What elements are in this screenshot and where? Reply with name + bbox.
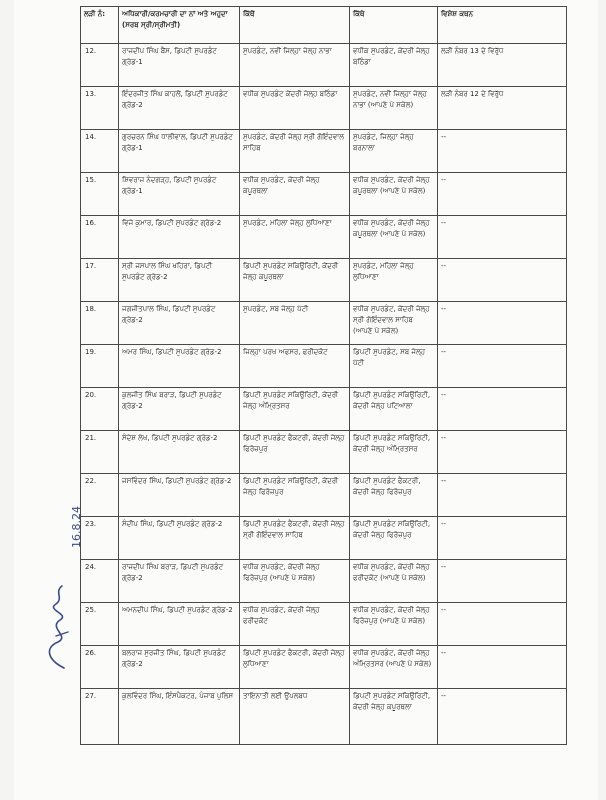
cell-remarks: --: [438, 388, 567, 431]
table-row: [81, 646, 567, 689]
cell-from: ਡਿਪਟੀ ਸੁਪਰਡੰਟ ਸਕਿਉਰਿਟੀ, ਕੇਂਦਰੀ ਜੇਲ੍ਹ ਫਿਰੋਜ਼ਪੁਰ: [240, 474, 350, 517]
table-row: [81, 87, 567, 130]
cell-serial: 13.: [81, 87, 119, 130]
cell-name: ਵਿਜੇ ਕੁਮਾਰ, ਡਿਪਟੀ ਸੁਪਰਡੰਟ ਗ੍ਰੇਡ-2: [119, 216, 240, 259]
table-row: [81, 689, 567, 745]
header-name: ਅਧਿਕਾਰੀ/ਕਰਮਚਾਰੀ ਦਾ ਨਾਂ ਅਤੇ ਅਹੁਦਾ (ਸਰਬ ਸ੍ਰੀ/ਸ੍ਰੀਮਤੀ): [119, 7, 240, 44]
cell-from: ਵਧੀਕ ਸੁਪਰਡੰਟ, ਕੇਂਦਰੀ ਜੇਲ੍ਹ ਫਰੀਦਕੋਟ: [240, 603, 350, 646]
cell-from: ਸੁਪਰਡੰਟ, ਕੇਂਦਰੀ ਜੇਲ੍ਹ ਸ੍ਰੀ ਗੋਇੰਦਵਾਲ ਸਾਹਿਬ: [240, 130, 350, 173]
document-page: [14, 0, 598, 800]
cell-remarks: --: [438, 646, 567, 689]
cell-serial: 16.: [81, 216, 119, 259]
header-remarks: ਵਿਸ਼ੇਸ਼ ਕਥਨ: [438, 7, 567, 44]
table-row: [81, 388, 567, 431]
cell-name: ਰਾਜਦੀਪ ਸਿੰਘ ਬਰਾੜ, ਡਿਪਟੀ ਸੁਪਰਡੰਟ ਗ੍ਰੇਡ-2: [119, 560, 240, 603]
cell-name: ਸ੍ਰੀ ਜਸਪਾਲ ਸਿੰਘ ਖਹਿਰਾ, ਡਿਪਟੀ ਸੁਪਰਡੰਟ ਗ੍ਰੇਡ-2: [119, 259, 240, 302]
cell-serial: 15.: [81, 173, 119, 216]
cell-to: ਡਿਪਟੀ ਸੁਪਰਡੰਟ ਸਕਿਉਰਿਟੀ, ਕੇਂਦਰੀ ਜੇਲ੍ਹ ਪਟਿਆਲਾ: [350, 388, 438, 431]
header-serial: ਲੜੀ ਨੰ:: [81, 7, 119, 44]
cell-name: ਜਸਵਿੰਦਰ ਸਿੰਘ, ਡਿਪਟੀ ਸੁਪਰਡੰਟ ਗ੍ਰੇਡ-2: [119, 474, 240, 517]
cell-from: ਵਧੀਕ ਸੁਪਰਡੰਟ ਕੇਂਦਰੀ ਜੇਲ੍ਹ ਬਠਿੰਡਾ: [240, 87, 350, 130]
cell-serial: 23.: [81, 517, 119, 560]
cell-name: ਗੁਰਚਰਨ ਸਿੰਘ ਧਾਲੀਵਾਲ, ਡਿਪਟੀ ਸੁਪਰਡੰਟ ਗ੍ਰੇਡ-1: [119, 130, 240, 173]
cell-from: ਡਿਪਟੀ ਸੁਪਰਡੰਟ ਫੈਕਟਰੀ, ਕੇਂਦਰੀ ਜੇਲ੍ਹ ਫਿਰੋਜ਼ਪੁਰ: [240, 431, 350, 474]
cell-serial: 27.: [81, 689, 119, 745]
table-row: [81, 517, 567, 560]
cell-name: ਸੰਦੇਸ਼ ਲੇਖ, ਡਿਪਟੀ ਸੁਪਰਡੰਟ ਗ੍ਰੇਡ-2: [119, 431, 240, 474]
cell-to: ਡਿਪਟੀ ਸੁਪਰਡੰਟ ਸਕਿਉਰਿਟੀ, ਕੇਂਦਰੀ ਜੇਲ੍ਹ ਅੰਮ੍ਰਿਤਸਰ: [350, 431, 438, 474]
cell-serial: 12.: [81, 44, 119, 87]
cell-from: ਵਧੀਕ ਸੁਪਰਡੰਟ, ਕੇਂਦਰੀ ਜੇਲ੍ਹ ਕਪੂਰਥਲਾ: [240, 173, 350, 216]
cell-to: ਵਧੀਕ ਸੁਪਰਡੰਟ, ਕੇਂਦਰੀ ਜੇਲ੍ਹ ਬਠਿੰਡਾ: [350, 44, 438, 87]
cell-to: ਵਧੀਕ ਸੁਪਰਡੰਟ, ਕੇਂਦਰੀ ਜੇਲ੍ਹ ਕਪੂਰਥਲਾ (ਆਪਣੇ ਪੇ ਸਕੇਲ): [350, 216, 438, 259]
cell-remarks: ਲੜੀ ਨੰਬਰ 13 ਦੇ ਵਿਰੁੱਧ: [438, 44, 567, 87]
cell-to: ਵਧੀਕ ਸੁਪਰਡੰਟ, ਕੇਂਦਰੀ ਜੇਲ੍ਹ ਸ੍ਰੀ ਗੋਇੰਦਵਾਲ ਸਾਹਿਬ (ਆਪਣੇ ਪੇ ਸਕੇਲ): [350, 302, 438, 345]
cell-remarks: --: [438, 689, 567, 745]
cell-serial: 25.: [81, 603, 119, 646]
cell-to: ਵਧੀਕ ਸੁਪਰਡੰਟ, ਕੇਂਦਰੀ ਜੇਲ੍ਹ ਕਪੂਰਥਲਾ (ਆਪਣੇ ਪੇ ਸਕੇਲ): [350, 173, 438, 216]
table-row: [81, 431, 567, 474]
cell-name: ਸ਼ਿਵਰਾਜ ਨੰਦਗੜ੍ਹ, ਡਿਪਟੀ ਸੁਪਰਡੰਟ ਗ੍ਰੇਡ-1: [119, 173, 240, 216]
cell-serial: 19.: [81, 345, 119, 388]
cell-name: ਇੰਦਰਜੀਤ ਸਿੰਘ ਕਾਹਲੋਂ, ਡਿਪਟੀ ਸੁਪਰਡੰਟ ਗ੍ਰੇਡ-2: [119, 87, 240, 130]
cell-name: ਕੁਲਜੀਤ ਸਿੰਘ ਬਰਾੜ, ਡਿਪਟੀ ਸੁਪਰਡੰਟ ਗ੍ਰੇਡ-2: [119, 388, 240, 431]
cell-serial: 26.: [81, 646, 119, 689]
cell-name: ਕੁਲਵਿੰਦਰ ਸਿੰਘ, ਇੰਸਪੈਕਟਰ, ਪੰਜਾਬ ਪੁਲਿਸ: [119, 689, 240, 745]
table-row: [81, 302, 567, 345]
cell-remarks: --: [438, 259, 567, 302]
cell-serial: 21.: [81, 431, 119, 474]
cell-remarks: --: [438, 130, 567, 173]
signature-date: 16.8.24: [70, 506, 83, 548]
cell-name: ਅਮਨਦੀਪ ਸਿੰਘ, ਡਿਪਟੀ ਸੁਪਰਡੰਟ ਗ੍ਰੇਡ-2: [119, 603, 240, 646]
table-header-row: [81, 7, 567, 44]
cell-serial: 14.: [81, 130, 119, 173]
cell-to: ਡਿਪਟੀ ਸੁਪਰਡੰਟ, ਸਬ ਜੇਲ੍ਹ ਪੱਟੀ: [350, 345, 438, 388]
cell-to: ਡਿਪਟੀ ਸੁਪਰਡੰਟ ਸਕਿਉਰਿਟੀ, ਕੇਂਦਰੀ ਜੇਲ੍ਹ ਕਪੂਰਥਲਾ: [350, 689, 438, 745]
table-row: [81, 259, 567, 302]
table-row: [81, 603, 567, 646]
cell-name: ਅਮਰ ਸਿੰਘ, ਡਿਪਟੀ ਸੁਪਰਡੰਟ ਗ੍ਰੇਡ-2: [119, 345, 240, 388]
cell-name: ਸੰਦੀਪ ਸਿੰਘ, ਡਿਪਟੀ ਸੁਪਰਡੰਟ ਗ੍ਰੇਡ-2: [119, 517, 240, 560]
cell-from: ਸੁਪਰਡੰਟ, ਸਬ ਜੇਲ੍ਹ ਪੱਟੀ: [240, 302, 350, 345]
cell-from: ਵਧੀਕ ਸੁਪਰਡੰਟ, ਕੇਂਦਰੀ ਜੇਲ੍ਹ ਫਿਰੋਜ਼ਪੁਰ (ਆਪਣੇ ਪੇ ਸਕੇਲ): [240, 560, 350, 603]
table-row: [81, 44, 567, 87]
cell-to: ਵਧੀਕ ਸੁਪਰਡੰਟ, ਕੇਂਦਰੀ ਜੇਲ੍ਹ ਫਰੀਦਕੋਟ (ਆਪਣੇ ਪੇ ਸਕੇਲ): [350, 560, 438, 603]
cell-from: ਡਿਪਟੀ ਸੁਪਰਡੰਟ ਸਕਿਉਰਿਟੀ, ਕੇਂਦਰੀ ਜੇਲ੍ਹ ਕਪੂਰਥਲਾ: [240, 259, 350, 302]
table-row: [81, 216, 567, 259]
header-from: ਕਿੱਥੋਂ: [240, 7, 350, 44]
cell-to: ਡਿਪਟੀ ਸੁਪਰਡੰਟ ਫੈਕਟਰੀ, ਕੇਂਦਰੀ ਜੇਲ੍ਹ ਫਿਰੋਜ਼ਪੁਰ: [350, 474, 438, 517]
cell-from: ਡਿਪਟੀ ਸੁਪਰਡੰਟ ਫੈਕਟਰੀ, ਕੇਂਦਰੀ ਜੇਲ੍ਹ ਸ੍ਰੀ ਗੋਇੰਦਵਾਲ ਸਾਹਿਬ: [240, 517, 350, 560]
cell-remarks: --: [438, 517, 567, 560]
cell-remarks: --: [438, 603, 567, 646]
cell-serial: 20.: [81, 388, 119, 431]
cell-remarks: --: [438, 560, 567, 603]
cell-from: ਸੁਪਰਡੰਟ, ਨਵੀਂ ਜਿਲ੍ਹਾ ਜੇਲ੍ਹ ਨਾਭਾ: [240, 44, 350, 87]
cell-remarks: --: [438, 216, 567, 259]
cell-remarks: --: [438, 173, 567, 216]
header-to: ਕਿੱਥੇ: [350, 7, 438, 44]
table-row: [81, 173, 567, 216]
cell-from: ਡਿਪਟੀ ਸੁਪਰਡੰਟ ਫੈਕਟਰੀ, ਕੇਂਦਰੀ ਜੇਲ੍ਹ ਲੁਧਿਆਣਾ: [240, 646, 350, 689]
cell-name: ਰਾਜਦੀਪ ਸਿੰਘ ਬੈਂਸ, ਡਿਪਟੀ ਸੁਪਰਡੰਟ ਗ੍ਰੇਡ-1: [119, 44, 240, 87]
cell-remarks: --: [438, 302, 567, 345]
cell-serial: 24.: [81, 560, 119, 603]
cell-from: ਡਿਪਟੀ ਸੁਪਰਡੰਟ ਸਕਿਉਰਿਟੀ, ਕੇਂਦਰੀ ਜੇਲ੍ਹ ਅੰਮ੍ਰਿਤਸਰ: [240, 388, 350, 431]
cell-serial: 18.: [81, 302, 119, 345]
cell-to: ਸੁਪਰਡੰਟ, ਨਵੀਂ ਜਿਲ੍ਹਾ ਜੇਲ੍ਹ ਨਾਭਾ (ਆਪਣੇ ਪੇ ਸਕੇਲ): [350, 87, 438, 130]
cell-to: ਵਧੀਕ ਸੁਪਰਡੰਟ, ਕੇਂਦਰੀ ਜੇਲ੍ਹ ਅੰਮ੍ਰਿਤਸਰ (ਆਪਣੇ ਪੇ ਸਕੇਲ): [350, 646, 438, 689]
table-row: [81, 345, 567, 388]
cell-remarks: --: [438, 474, 567, 517]
transfer-table: [80, 6, 567, 745]
cell-remarks: --: [438, 431, 567, 474]
cell-from: ਜਿਲ੍ਹਾ ਪਰਖ ਅਫਸਰ, ਫਰੀਦਕੋਟ: [240, 345, 350, 388]
table-row: [81, 560, 567, 603]
table-row: [81, 130, 567, 173]
cell-remarks: --: [438, 345, 567, 388]
cell-remarks: ਲੜੀ ਨੰਬਰ 12 ਦੇ ਵਿਰੁੱਧ: [438, 87, 567, 130]
cell-to: ਡਿਪਟੀ ਸੁਪਰਡੰਟ ਸਕਿਉਰਿਟੀ, ਕੇਂਦਰੀ ਜੇਲ੍ਹ ਫਿਰੋਜ਼ਪੁਰ: [350, 517, 438, 560]
cell-to: ਸੁਪਰਡੰਟ, ਜਿਲ੍ਹਾ ਜੇਲ੍ਹ ਬਰਨਾਲਾ: [350, 130, 438, 173]
cell-serial: 22.: [81, 474, 119, 517]
cell-from: ਸੁਪਰਡੰਟ, ਮਹਿਲਾ ਜੇਲ੍ਹ ਲੁਧਿਆਣਾ: [240, 216, 350, 259]
cell-to: ਵਧੀਕ ਸੁਪਰਡੰਟ, ਕੇਂਦਰੀ ਜੇਲ੍ਹ ਫਿਰੋਜ਼ਪੁਰ (ਆਪਣੇ ਪੇ ਸਕੇਲ): [350, 603, 438, 646]
cell-from: ਤਾਇਨਾਤੀ ਲਈ ਉਪਲਬਧ: [240, 689, 350, 745]
cell-name: ਜਗਜੀਤਪਾਲ ਸਿੰਘ, ਡਿਪਟੀ ਸੁਪਰਡੰਟ ਗ੍ਰੇਡ-2: [119, 302, 240, 345]
cell-name: ਬਲਰਾਜ ਸੁਰਜੀਤ ਸਿੰਘ, ਡਿਪਟੀ ਸੁਪਰਡੰਟ ਗ੍ਰੇਡ-2: [119, 646, 240, 689]
table-row: [81, 474, 567, 517]
cell-to: ਸੁਪਰਡੰਟ, ਮਹਿਲਾ ਜੇਲ੍ਹ ਲੁਧਿਆਣਾ: [350, 259, 438, 302]
cell-serial: 17.: [81, 259, 119, 302]
